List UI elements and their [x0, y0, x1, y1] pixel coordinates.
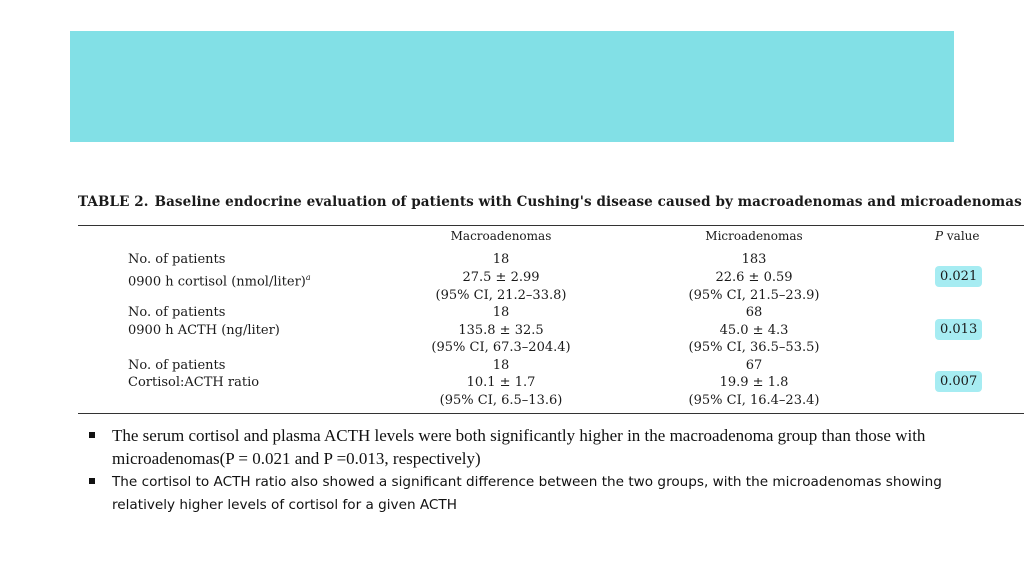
micro-ci: (95% CI, 36.5–53.5)	[688, 340, 820, 355]
table-caption-label: TABLE 2.	[78, 194, 149, 210]
table-row	[70, 287, 1024, 304]
title-banner	[70, 31, 954, 142]
table-row	[70, 304, 1024, 321]
row-label: No. of patients	[128, 305, 226, 320]
table-row	[70, 339, 1024, 356]
column-header-microadenomas: Microadenomas	[705, 229, 803, 243]
macro-value: 18	[492, 358, 510, 373]
footnote-marker: a	[305, 273, 311, 282]
p-value-highlight: 0.013	[935, 319, 982, 340]
table-row	[70, 392, 1024, 409]
macro-ci: (95% CI, 6.5–13.6)	[439, 393, 563, 408]
micro-value: 68	[745, 305, 763, 320]
bullet-item	[88, 424, 988, 470]
bullet-text: The serum cortisol and plasma ACTH levels were both significantly higher in the macroadenoma group than those with microadenomas(P = 0.021 and P =0.013, respectively)	[112, 426, 926, 468]
macro-value: 135.8 ± 32.5	[458, 323, 544, 338]
micro-value: 67	[745, 358, 763, 373]
micro-value: 19.9 ± 1.8	[719, 375, 789, 390]
table-top-rule	[78, 225, 1024, 226]
row-label: 0900 h ACTH (ng/liter)	[128, 323, 280, 338]
macro-value: 18	[492, 252, 510, 267]
table-row	[70, 322, 1024, 339]
row-label: No. of patients	[128, 252, 226, 267]
micro-value: 22.6 ± 0.59	[715, 270, 793, 285]
table-bottom-rule	[78, 413, 1024, 414]
table-caption-text: Baseline endocrine evaluation of patients with Cushing's disease caused by macroadenomas and microadenomas	[154, 194, 1022, 210]
table-row	[70, 269, 1024, 290]
row-label: No. of patients	[128, 358, 226, 373]
macro-value: 10.1 ± 1.7	[466, 375, 536, 390]
macro-value: 27.5 ± 2.99	[462, 270, 540, 285]
square-bullet-icon	[89, 432, 95, 438]
row-label: Cortisol:ACTH ratio	[128, 375, 260, 390]
row-label: 0900 h cortisol (nmol/liter)$^a$	[128, 273, 311, 290]
bullet-list	[88, 424, 988, 517]
micro-value: 45.0 ± 4.3	[719, 323, 789, 338]
micro-value: 183	[741, 252, 767, 267]
table-row	[70, 374, 1024, 391]
p-value-highlight: 0.021	[935, 266, 982, 287]
micro-ci: (95% CI, 21.5–23.9)	[688, 288, 820, 303]
column-header-p-value: P value	[935, 229, 980, 243]
column-header-macroadenomas: Macroadenomas	[450, 229, 552, 243]
table-row	[70, 251, 1024, 268]
p-value-highlight: 0.007	[935, 371, 982, 392]
micro-ci: (95% CI, 16.4–23.4)	[688, 393, 820, 408]
table-caption	[78, 194, 1022, 210]
macro-ci: (95% CI, 67.3–204.4)	[431, 340, 571, 355]
macro-value: 18	[492, 305, 510, 320]
table-figure	[70, 188, 1024, 416]
macro-ci: (95% CI, 21.2–33.8)	[435, 288, 567, 303]
square-bullet-icon	[89, 478, 95, 484]
bullet-text: The cortisol to ACTH ratio also showed a significant difference between the two groups, with the microadenomas showing relatively higher levels of cortisol for a given ACTH	[112, 474, 942, 513]
table-row	[70, 357, 1024, 374]
bullet-item	[88, 471, 988, 517]
